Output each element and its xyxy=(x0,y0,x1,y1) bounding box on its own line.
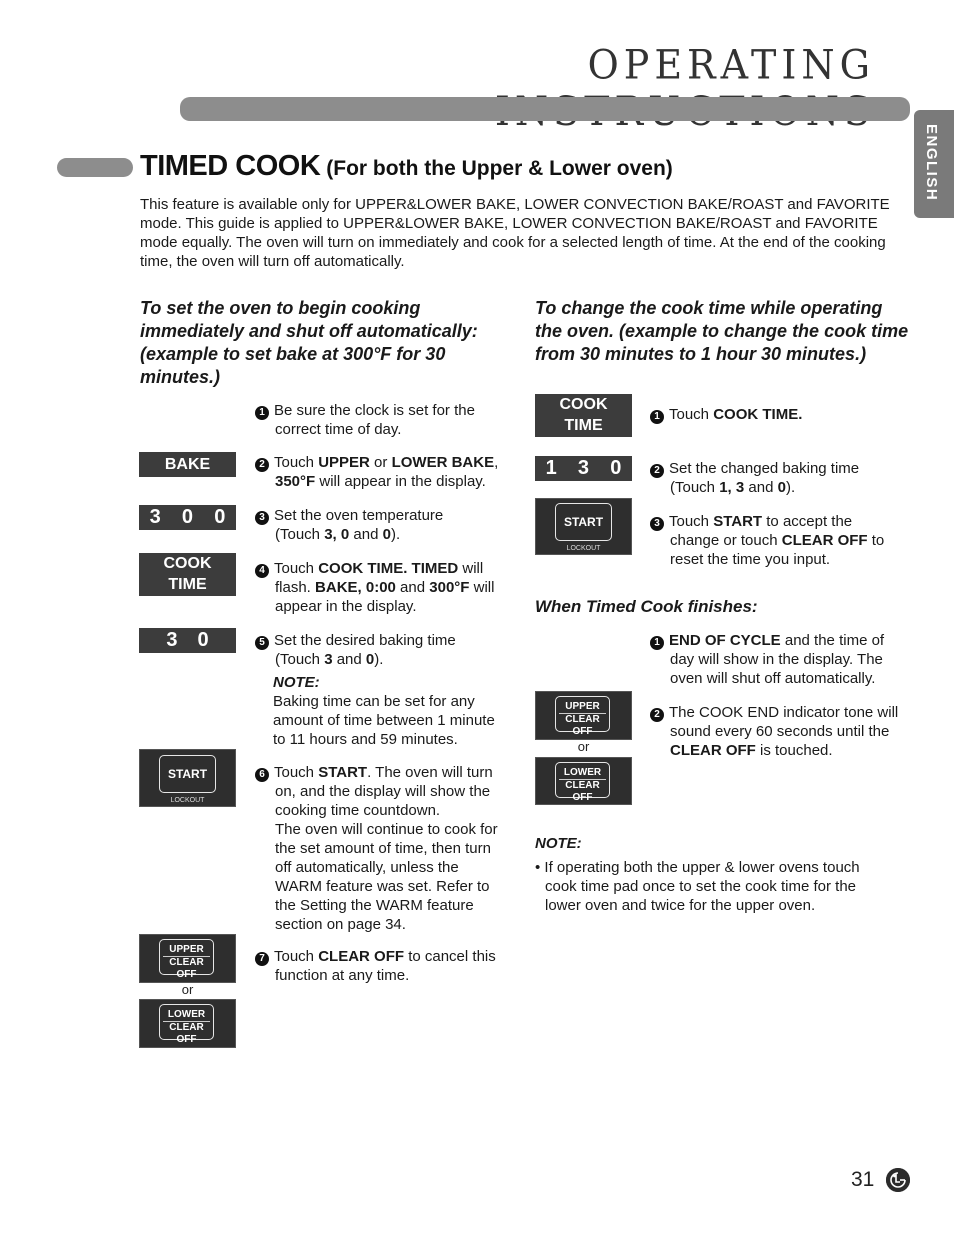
left-heading: To set the oven to begin cooking immediately and shut off automatically: (example to set bake at 300°F for 30 minutes.) xyxy=(140,298,478,387)
step-number: 1 xyxy=(650,410,664,424)
finish-heading: When Timed Cook finishes: xyxy=(535,597,758,616)
step-number: 3 xyxy=(255,511,269,525)
finish-step-2: 2 The COOK END indicator tone will sound every 60 seconds until the CLEAR OFF is touched. xyxy=(650,703,920,760)
cook-time-button[interactable] xyxy=(139,553,236,596)
step-text: correct time of day. xyxy=(275,421,402,438)
lg-logo-icon-graphic xyxy=(886,1168,910,1192)
digit-key[interactable]: 0 xyxy=(181,506,194,528)
step-number: 7 xyxy=(255,952,269,966)
step-number: 6 xyxy=(255,768,269,782)
lower-clear-off-key[interactable]: LOWER CLEAR OFF xyxy=(159,1004,214,1040)
or-label: or xyxy=(181,982,194,997)
digit-key[interactable]: 3 xyxy=(166,629,178,651)
lower-clear-off-pad-right[interactable] xyxy=(535,757,632,805)
digit-key[interactable]: 3 xyxy=(149,506,161,528)
finish-step-1: 1 END OF CYCLE and the time of day will show in the display. The oven will shut off automatically. xyxy=(650,631,915,688)
step-number: 2 xyxy=(650,464,664,478)
right-note: NOTE: • If operating both the upper & lower ovens touch cook time pad once to set the cook time for the lower oven and twice for the upper oven. xyxy=(535,834,915,915)
digit-key[interactable]: 0 xyxy=(214,506,226,528)
lower-clear-off-pad[interactable] xyxy=(139,999,236,1048)
step-number: 1 xyxy=(650,636,664,650)
digit-key[interactable]: 0 xyxy=(610,457,622,479)
left-step-4: 4 Touch COOK TIME. TIMED will flash. BAKE, 0:00 and 300°F will appear in the display. xyxy=(255,559,515,616)
right-step-3: 3 Touch START to accept the change or touch CLEAR OFF to reset the time you input. xyxy=(650,512,910,569)
start-key[interactable]: START xyxy=(159,755,216,793)
left-step-3: 3 Set the oven temperature (Touch 3, 0 and 0). xyxy=(255,506,515,544)
cook-time-label-line2: TIME xyxy=(564,417,603,434)
page-number: 31 xyxy=(851,1168,875,1191)
right-step-2: 2 Set the changed baking time (Touch 1, 3 and 0). xyxy=(650,459,910,497)
digit-keys-30[interactable] xyxy=(139,628,236,653)
header-bar xyxy=(180,97,910,121)
lockout-label: LOCKOUT xyxy=(170,797,205,804)
start-pad[interactable] xyxy=(139,749,236,807)
left-step-7: 7 Touch CLEAR OFF to cancel this function at any time. xyxy=(255,947,515,985)
page-header-title: OPERATING xyxy=(587,41,875,88)
right-step-1: 1 Touch COOK TIME. xyxy=(650,405,910,424)
start-pad-right[interactable] xyxy=(535,498,632,555)
note-heading: NOTE: xyxy=(535,835,582,852)
intro-paragraph: This feature is available only for UPPER&LOWER BAKE, LOWER CONVECTION BAKE/ROAST and FAVORITE mode. This guide is applied to UPPER&LOWER BAKE, LOWER CONVECTION BAKE/ROAST and FAVORITE mode equally. The oven will turn on immediately and cook for a selected length of time. At the end of the cooking time, the oven will turn off automatically. xyxy=(140,196,890,270)
digit-key[interactable]: 0 xyxy=(197,629,209,651)
upper-clear-off-key[interactable]: UPPER CLEAR OFF xyxy=(555,696,610,732)
digit-key[interactable]: 3 xyxy=(577,457,590,479)
language-tab-label: ENGLISH xyxy=(923,124,940,202)
step-number: 4 xyxy=(255,564,269,578)
lockout-label: LOCKOUT xyxy=(566,545,601,552)
note-heading: NOTE: xyxy=(273,674,320,691)
step-number: 5 xyxy=(255,636,269,650)
section-title-main: TIMED COOK xyxy=(140,150,321,182)
right-heading: To change the cook time while operating the oven. (example to change the cook time from 30 minutes to 1 hour 30 minutes.) xyxy=(535,298,909,364)
section-title-sub: (For both the Upper & Lower oven) xyxy=(326,157,673,180)
left-step-1 xyxy=(255,401,515,439)
step-number: 2 xyxy=(650,708,664,722)
left-step-6: 6 Touch START. The oven will turn on, and the display will show the cooking time countdown. The oven will continue to cook for the set amount of time, then turn off automatically, unless the WARM feature was set. Refer to the Setting the WARM feature section on page 34. xyxy=(255,763,515,934)
step-number: 3 xyxy=(650,517,664,531)
cook-time-button-right[interactable] xyxy=(535,394,632,437)
upper-clear-off-pad[interactable] xyxy=(139,934,236,983)
cook-time-label-line2: TIME xyxy=(168,576,207,593)
language-tab xyxy=(914,110,954,218)
step-number: 1 xyxy=(255,406,269,420)
lower-clear-off-key[interactable]: LOWER CLEAR OFF xyxy=(555,762,610,798)
digit-key[interactable]: 1 xyxy=(545,457,557,479)
upper-clear-off-key[interactable]: UPPER CLEAR OFF xyxy=(159,939,214,975)
lg-logo-icon xyxy=(886,1168,910,1192)
left-note: NOTE: Baking time can be set for any amount of time between 1 minute to 11 hours and 59 minutes. xyxy=(273,673,518,749)
step-number: 2 xyxy=(255,458,269,472)
or-label: or xyxy=(577,739,590,754)
left-step-5: 5 Set the desired baking time (Touch 3 and 0). xyxy=(255,631,515,669)
upper-clear-off-pad-right[interactable] xyxy=(535,691,632,740)
cook-time-label-line1: COOK xyxy=(559,396,608,413)
section-marker xyxy=(57,158,133,177)
digit-keys-300[interactable] xyxy=(139,505,236,530)
section-title xyxy=(140,150,673,183)
bake-button[interactable]: BAKE xyxy=(139,452,236,477)
digit-keys-130[interactable] xyxy=(535,456,632,481)
cook-time-label-line1: COOK xyxy=(163,555,212,572)
start-key[interactable]: START xyxy=(555,503,612,541)
left-step-2: 2 Touch UPPER or LOWER BAKE, 350°F will appear in the display. xyxy=(255,453,515,491)
step-text: Be sure the clock is set for the xyxy=(274,402,475,419)
